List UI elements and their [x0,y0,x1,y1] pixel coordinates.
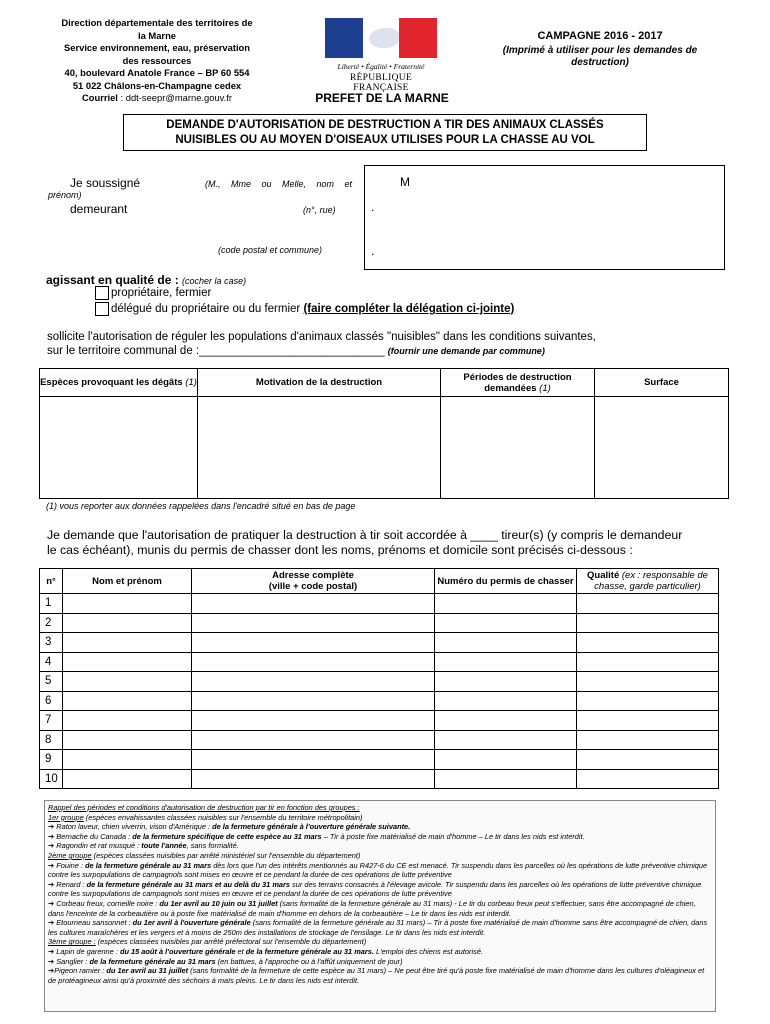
qualite-cell[interactable] [577,730,719,750]
sollicite-line1: sollicite l'autorisation de réguler les populations d'animaux classés "nuisibles" dans les conditions suivantes, [47,331,596,343]
adresse-cell[interactable] [192,633,435,653]
adresse-cell[interactable] [192,730,435,750]
qualite-cell[interactable] [577,633,719,653]
org-line: 40, boulevard Anatole France – BP 60 554 [64,67,250,78]
row-number: 9 [40,750,63,770]
rappel-item: ➔ Raton laveur, chien viverrin, vison d'Amérique : de la fermeture générale à l'ouverture générale suivante. [48,822,411,832]
permis-cell[interactable] [435,633,577,653]
col-qualite: Qualité (ex : responsable de chasse, garde particulier) [577,569,719,594]
tricolor-flag-icon [325,18,437,58]
adresse-cell[interactable] [192,711,435,731]
shooters-table [39,568,719,789]
option-delegue[interactable] [95,302,514,316]
rappel-item: ➔ Bernache du Canada : de la fermeture spécifique de cette espèce au 31 mars – Tir à poste fixe matérialisé de main d'homme – Le tir dans les nids est interdit. [48,831,585,841]
qualite-cell[interactable] [577,613,719,633]
nom-cell[interactable] [63,769,192,789]
table-row [40,594,719,614]
row-number: 4 [40,652,63,672]
qualite-label: agissant en qualité de : [46,273,179,287]
table-header-row [40,369,729,397]
col-nom: Nom et prénom [63,569,192,594]
delegation-note: (faire compléter la délégation ci-jointe) [303,303,515,316]
footnote-1: (1) vous reporter aux données rappelées dans l'encadré situé en bas de page [46,501,356,511]
rappel-item: ➔ Fouine : de la fermeture générale au 31 mars dès lors que l'un des intérêts mentionnés au R427-6 du CE est menacé. Tir suspendu dans les parcelles où les opérations de lutte préventive chimique contre les surpopulations de campagnols sont mises en œuvre et ce pendant la durée de ces opérations de lutte préventive [48,860,708,880]
form-title [123,114,647,151]
nom-cell[interactable] [63,633,192,653]
soussigne-hint: (M., Mme ou Melle, nom et [205,179,353,189]
periodes-cell[interactable] [441,397,595,499]
qualite-cell[interactable] [577,594,719,614]
qualite-cell[interactable] [577,672,719,692]
commune-note: (fournir une demande par commune) [387,346,545,356]
permis-cell[interactable] [435,691,577,711]
table-row [40,730,719,750]
adresse-cell[interactable] [192,672,435,692]
name-field[interactable]: M [400,175,410,189]
campaign-block [480,30,720,69]
nom-cell[interactable] [63,730,192,750]
nom-cell[interactable] [63,750,192,770]
commune-field[interactable]: sur le territoire communal de :_____________________________ [47,345,388,357]
species-table [39,368,729,499]
rappel-item: ➔ Sanglier : de la fermeture générale au 31 mars (en battues, à l'approche ou à l'affût uniquement de jour) [48,956,403,966]
logo-motto: Liberté • Égalité • Fraternité [337,62,425,71]
rappel-box [44,800,716,1012]
adresse-cell[interactable] [192,594,435,614]
permis-cell[interactable] [435,730,577,750]
prefet-title: PREFET DE LA MARNE [315,91,449,105]
table-row [40,672,719,692]
marianne-logo [325,18,437,93]
org-line: Direction départementale des territoires de [61,17,253,28]
col-periodes: Périodes de destruction demandées (1) [441,369,595,397]
motivation-cell[interactable] [198,397,441,499]
row-number: 8 [40,730,63,750]
demande-line2: le cas échéant), munis du permis de chasser dont les noms, prénoms et domicile sont précisés ci-dessous : [47,543,633,557]
col-surface: Surface [595,369,729,397]
rappel-item: ➔Pigeon ramier : du 1er avril au 31 juillet (sans formalité de la fermeture de cette espèce au 31 mars) – Ne peut être tiré qu'à poste fixe matérialisé de main d'homme dans les cultures d'oléagineux et de protéagineux ainsi qu'à proximité des séchoirs à maïs pleins. Le tir dans les nids est interdit. [48,966,705,985]
form-title-line2: NUISIBLES OU AU MOYEN D'OISEAUX UTILISES POUR LA CHASSE AU VOL [175,133,595,146]
nom-cell[interactable] [63,711,192,731]
campaign-subtitle: (Imprimé à utiliser pour les demandes de destruction) [502,45,698,68]
nom-cell[interactable] [63,672,192,692]
qualite-cell[interactable] [577,652,719,672]
address-field[interactable]: . [371,200,375,214]
table-row [40,633,719,653]
table-header-row [40,569,719,594]
campaign-title: CAMPAGNE 2016 - 2017 [537,30,663,42]
org-line: 51 022 Châlons-en-Champagne cedex [72,79,242,91]
option-delegue-label: délégué du propriétaire ou du fermier [111,303,304,316]
soussigne-label: Je soussigné [70,176,141,190]
sollicite-line2 [47,345,545,357]
col-no: n° [40,569,63,594]
nom-cell[interactable] [63,652,192,672]
permis-cell[interactable] [435,750,577,770]
demeurant-label: demeurant [70,202,128,216]
group-2: 2ème groupe (espèces classées nuisibles par arrêté ministériel sur l'ensemble du département) [48,850,361,860]
row-number: 3 [40,633,63,653]
adresse-cell[interactable] [192,652,435,672]
courriel-label: Courriel [81,92,118,103]
form-title-line1: DEMANDE D'AUTORISATION DE DESTRUCTION A TIR DES ANIMAUX CLASSÉS [166,119,604,131]
group-3: 3ème groupe : (espèces classées nuisibles par arrêté préfectoral sur l'ensemble du département) [48,937,367,947]
option-proprietaire[interactable] [95,286,211,300]
rappel-item: ➔ Ragondin et rat musqué : toute l'année, sans formalité. [48,841,239,851]
qualite-cell[interactable] [577,711,719,731]
checkbox-proprietaire[interactable] [95,286,109,300]
demeurant-hint: (n°, rue) [303,205,336,215]
table-row [40,691,719,711]
permis-cell[interactable] [435,652,577,672]
adresse-cell[interactable] [192,769,435,789]
nom-cell[interactable] [63,613,192,633]
adresse-cell[interactable] [192,613,435,633]
option-proprietaire-label: propriétaire, fermier [111,287,212,300]
row-number: 6 [40,691,63,711]
row-number: 7 [40,711,63,731]
permis-cell[interactable] [435,594,577,614]
qualite-cell[interactable] [577,750,719,770]
qualite-note: (cocher la case) [182,276,247,286]
cp-hint: (code postal et commune) [218,245,323,255]
col-especes: Espèces provoquant les dégâts (1) [40,369,198,397]
org-line: des ressources [122,54,192,66]
nom-cell[interactable] [63,691,192,711]
group-1: 1er groupe (espèces envahissantes classées nuisibles sur l'ensemble du territoire métropolitain) [48,812,363,822]
courriel [42,92,272,105]
org-line: Service environnement, eau, préservation [63,42,250,53]
table-row [40,613,719,633]
permis-cell[interactable] [435,769,577,789]
surface-cell[interactable] [595,397,729,499]
rappel-item: ➔ Etourneau sansonnet : du 1er avril à l'ouverture générale (sans formalité de la fermeture générale au 31 mars) – Tir à poste fixe matérialisé de main d'homme sans être accompagné de chien, dans les cultures maraîchères et les vergers et à moins de 250m des installations de stockage de l'ensilage. Le tir dans les nids est interdit. [48,918,708,937]
courriel-value: : ddt-seepr@marne.gouv.fr [117,92,233,103]
rappel-item: ➔ Lapin de garenne : du 15 août à l'ouverture générale et de la fermeture générale au 31 mars. L'emploi des chiens est autorisé. [48,946,483,956]
col-motivation: Motivation de la destruction [198,369,441,397]
qualite-cell[interactable] [577,769,719,789]
row-number: 5 [40,672,63,692]
org-address-block [42,17,272,105]
especes-cell[interactable] [40,397,198,499]
row-number: 1 [40,594,63,614]
nom-cell[interactable] [63,594,192,614]
row-number: 2 [40,613,63,633]
demande-line1: Je demande que l'autorisation de pratiquer la destruction à tir soit accordée à ____ tireur(s) (y compris le demandeur [47,528,683,542]
permis-cell[interactable] [435,613,577,633]
table-row [40,750,719,770]
col-permis: Numéro du permis de chasser [435,569,577,594]
table-row [40,711,719,731]
rappel-item: ➔ Corbeau freux, corneille noire : du 1er avril au 10 juin ou 31 juillet (sans formalité de la fermeture générale au 31 mars) - Le tir du corbeau freux peut s'effectuer, sans être accompagné de chien, dans l'enceinte de la corbeautière ou à poste fixe matérialisé de main d'homme en dehors de la corbeautière – Le tir dans les nids est interdit. [48,898,696,918]
table-row [40,397,729,499]
table-row [40,769,719,789]
org-line: la Marne [137,29,177,41]
logo-republic: RÉPUBLIQUE FRANÇAISE [349,73,413,93]
checkbox-delegue[interactable] [95,302,109,316]
qualite-title [46,273,246,287]
postal-field[interactable]: . [371,244,375,258]
declarant-box[interactable] [364,165,725,270]
prenom-hint: prénom) [48,190,82,200]
rappel-title: Rappel des périodes et conditions d'autorisation de destruction par tir en fonction des groupes : [48,803,360,812]
permis-cell[interactable] [435,672,577,692]
qualite-cell[interactable] [577,691,719,711]
adresse-cell[interactable] [192,691,435,711]
table-row [40,652,719,672]
adresse-cell[interactable] [192,750,435,770]
permis-cell[interactable] [435,711,577,731]
rappel-item: ➔ Renard : de la fermeture générale au 31 mars et au delà du 31 mars sur des terrains consacrés à l'élevage avicole. Tir suspendu dans les parcelles où les opérations de lutte préventive chimique contre les surpopulations de campagnols sont mises en œuvre et ce pendant la durée de ces opérations de lutte préventive [48,879,702,899]
col-adresse: Adresse complète (ville + code postal) [192,569,435,594]
row-number: 10 [40,769,63,789]
